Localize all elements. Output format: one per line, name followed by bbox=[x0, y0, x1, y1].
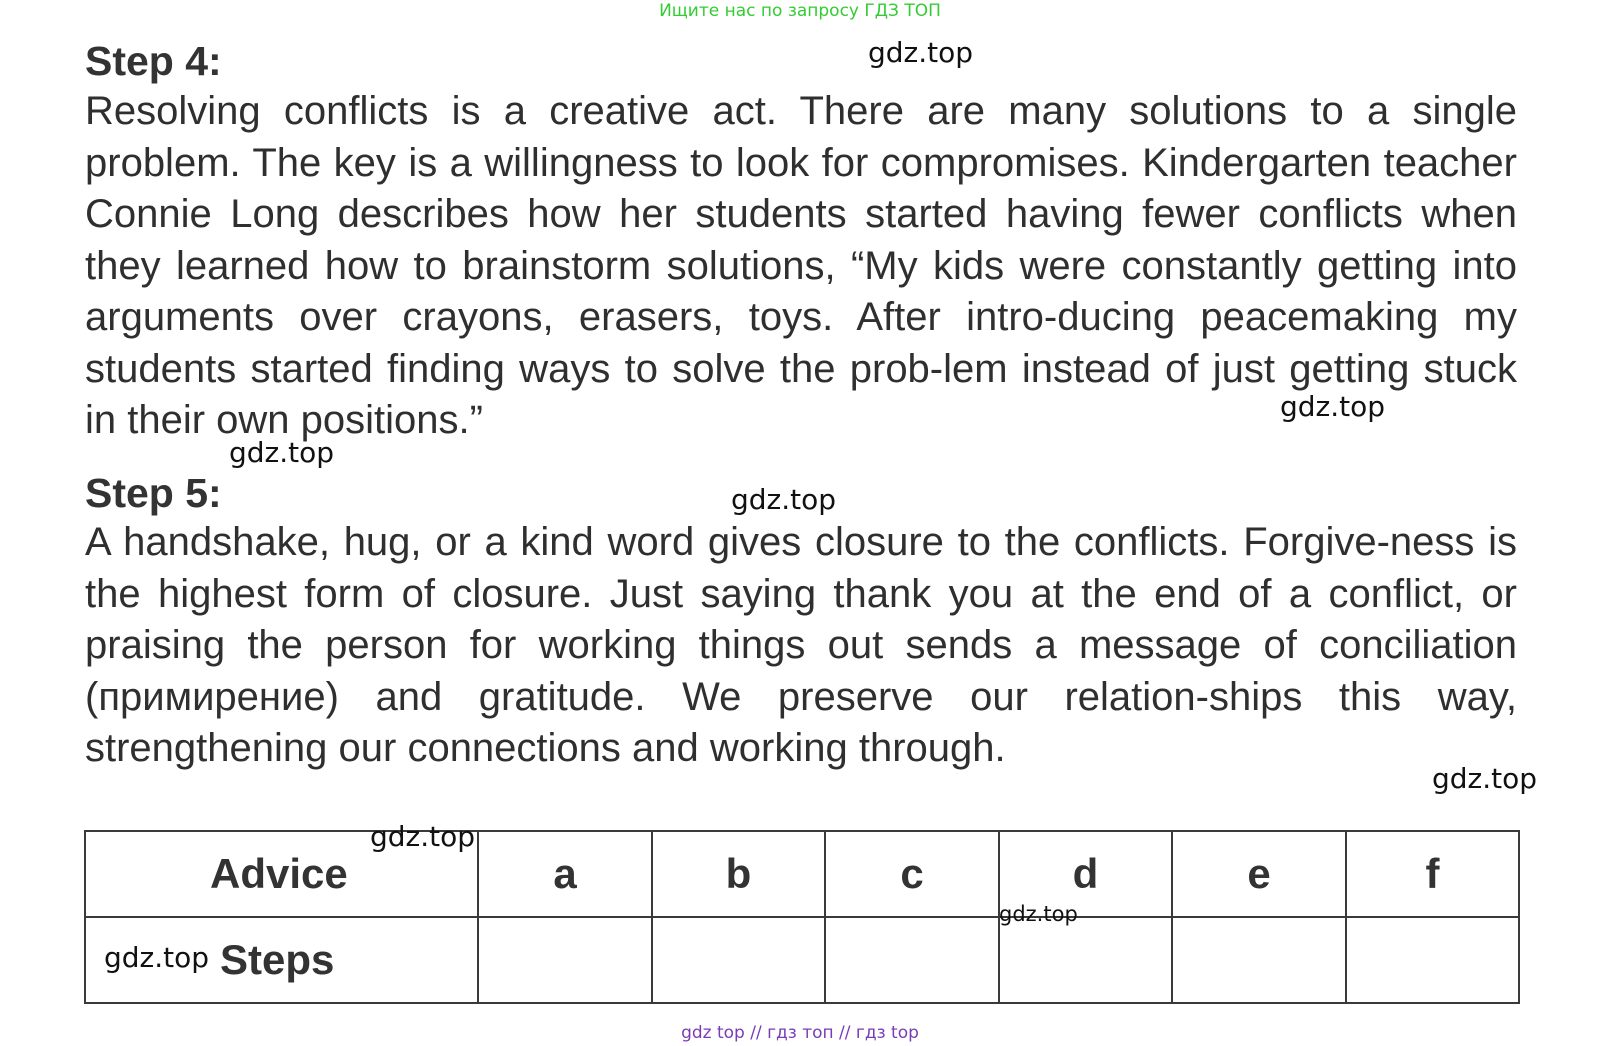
top-banner: Ищите нас по запросу ГДЗ ТОП bbox=[659, 1, 941, 21]
column-header-a: a bbox=[478, 831, 652, 917]
table-row bbox=[85, 831, 1519, 917]
step5-heading: Step 5: bbox=[85, 470, 222, 516]
watermark: gdz.top bbox=[229, 436, 335, 469]
answer-cell-d[interactable] bbox=[999, 917, 1172, 1003]
column-header-e: e bbox=[1172, 831, 1346, 917]
advice-steps-table bbox=[84, 830, 1520, 1004]
column-header-b: b bbox=[652, 831, 825, 917]
watermark: gdz.top bbox=[868, 36, 974, 69]
answer-cell-b[interactable] bbox=[652, 917, 825, 1003]
table-row bbox=[85, 917, 1519, 1003]
watermark: gdz.top bbox=[999, 902, 1078, 926]
step4-paragraph: Resolving conflicts is a creative act. There are many solutions to a single problem. The key is a willingness to look for compromises. Kindergarten teacher Connie Long describes how her students started having fewer conflicts when they learned how to brainstorm solutions, “My kids were constantly getting into arguments over crayons, erasers, toys. After intro-ducing peacemaking my students started finding ways to solve the prob-lem instead of just getting stuck in their own positions.” bbox=[85, 89, 1517, 442]
watermark: gdz.top bbox=[370, 820, 476, 853]
footer-text: gdz top // гдз топ // гдз top bbox=[681, 1023, 919, 1043]
column-header-f: f bbox=[1346, 831, 1519, 917]
watermark: gdz.top bbox=[104, 941, 210, 974]
step5-paragraph: A handshake, hug, or a kind word gives closure to the conflicts. Forgive-ness is the highest form of closure. Just saying thank you at the end of a conflict, or praising the person for working things out sends a message of conciliation (примирение) and gratitude. We preserve our relation-ships this way, strengthening our connections and working through. bbox=[85, 520, 1517, 770]
advice-label: Advice bbox=[210, 850, 348, 897]
step4-heading: Step 4: bbox=[85, 38, 222, 84]
column-header-d: d bbox=[999, 831, 1172, 917]
watermark: gdz.top bbox=[1280, 390, 1386, 423]
steps-label: Steps bbox=[220, 936, 335, 983]
answer-cell-f[interactable] bbox=[1346, 917, 1519, 1003]
watermark: gdz.top bbox=[731, 483, 837, 516]
watermark: gdz.top bbox=[1432, 762, 1538, 795]
answer-cell-a[interactable] bbox=[478, 917, 652, 1003]
answer-cell-c[interactable] bbox=[825, 917, 999, 1003]
column-header-c: c bbox=[825, 831, 999, 917]
answer-cell-e[interactable] bbox=[1172, 917, 1346, 1003]
